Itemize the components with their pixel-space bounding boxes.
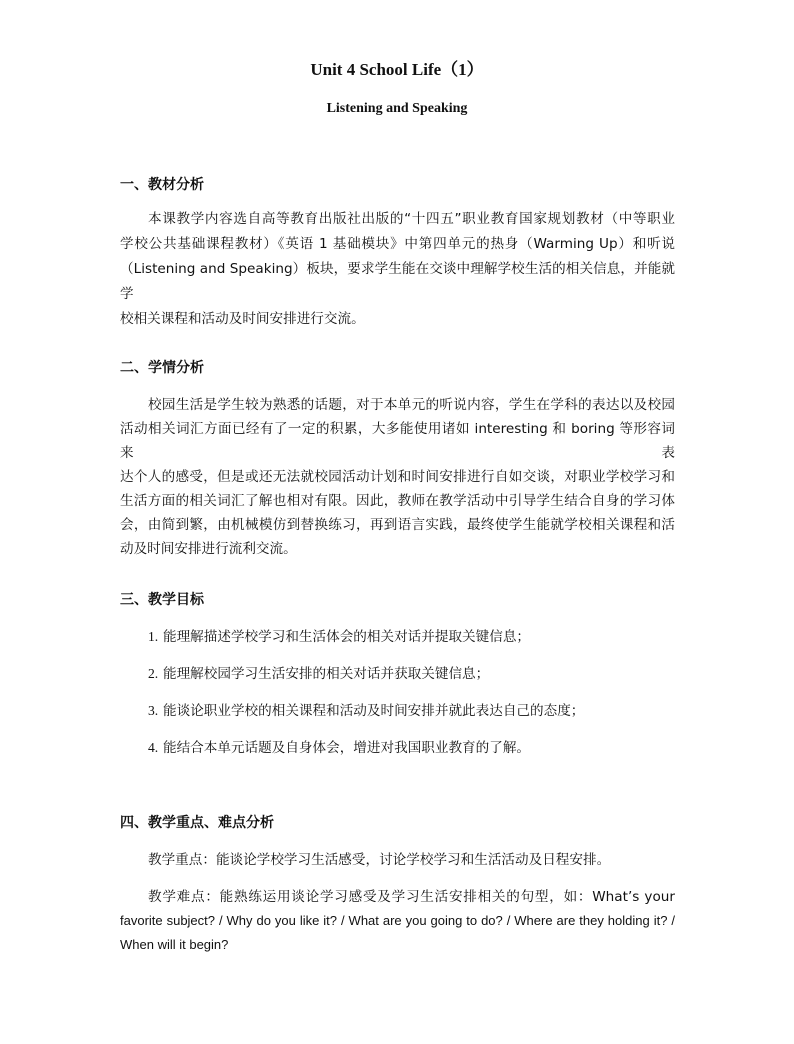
list-item	[120, 736, 675, 760]
objectives-list	[120, 625, 675, 773]
paragraph-line: 生活方面的相关词汇了解也相对有限。因此，教师在教学活动中引导学生结合自身的学习体	[120, 493, 675, 509]
paragraph-line: 学校公共基础课程教材）《英语 1 基础模块》中第四单元的热身（Warming Up）和听说	[120, 236, 675, 252]
paragraph-line: 校相关课程和活动及时间安排进行交流。	[120, 311, 365, 327]
page-subtitle: Listening and Speaking	[326, 101, 468, 116]
list-item-number: 2.	[148, 666, 159, 681]
paragraph-line: （Listening and Speaking）板块，要求学生能在交谈中理解学校生活的相关信息，并能就学	[120, 261, 675, 302]
paragraph-line: 活动相关词汇方面已经有了一定的积累，大多能使用诸如 interesting 和 boring 等形容词来表	[120, 421, 675, 461]
list-item-text: 能谈论职业学校的相关课程和活动及时间安排并就此表达自己的态度；	[163, 703, 585, 719]
paragraph-line: 动及时间安排进行流利交流。	[120, 541, 297, 557]
paragraph-textbook-analysis	[120, 207, 675, 332]
list-item-text: 能结合本单元话题及自身体会，增进对我国职业教育的了解。	[163, 740, 531, 756]
section-textbook-analysis	[120, 173, 675, 197]
list-item-text: 能理解描述学校学习和生活体会的相关对话并提取关键信息；	[163, 629, 531, 645]
difficulty-line: favorite subject? / Why do you like it? / What are you going to do? / Where are they holding it? /	[120, 913, 675, 928]
list-item-number: 3.	[148, 703, 159, 718]
section-heading: 三、教学目标	[120, 592, 204, 608]
page-title: Unit 4 School Life（1）	[310, 60, 484, 79]
section-heading: 二、学情分析	[120, 360, 204, 376]
section-student-analysis	[120, 356, 675, 380]
paragraph-line: 本课教学内容选自高等教育出版社出版的“十四五”职业教育国家规划教材（中等职业	[148, 211, 675, 227]
key-point-line: 教学重点：能谈论学校学习生活感受，讨论学校学习和生活活动及日程安排。	[148, 852, 611, 868]
list-item	[120, 625, 675, 649]
paragraph-line: 达个人的感受，但是或还无法就校园活动计划和时间安排进行自如交谈，对职业学校学习和	[120, 469, 675, 485]
difficulty-line: 教学难点：能熟练运用谈论学习感受及学习生活安排相关的句型，如：What’s your	[148, 889, 675, 905]
paragraph-line: 会，由简到繁，由机械模仿到替换练习，再到语言实践，最终使学生能就学校相关课程和活	[120, 517, 675, 533]
list-item-number: 4.	[148, 740, 159, 755]
list-item-text: 能理解校园学习生活安排的相关对话并获取关键信息；	[163, 666, 490, 682]
difficulty-line: When will it begin?	[120, 937, 229, 952]
section-teaching-objectives	[120, 588, 675, 612]
paragraph-key-difficult-points	[120, 848, 675, 957]
paragraph-student-analysis	[120, 393, 675, 561]
list-item	[120, 699, 675, 723]
paragraph-line: 校园生活是学生较为熟悉的话题，对于本单元的听说内容，学生在学科的表达以及校园	[148, 397, 675, 413]
section-heading: 一、教材分析	[120, 177, 204, 193]
list-item	[120, 662, 675, 686]
section-key-difficult-points	[120, 811, 675, 835]
list-item-number: 1.	[148, 629, 159, 644]
section-heading: 四、教学重点、难点分析	[120, 815, 274, 831]
